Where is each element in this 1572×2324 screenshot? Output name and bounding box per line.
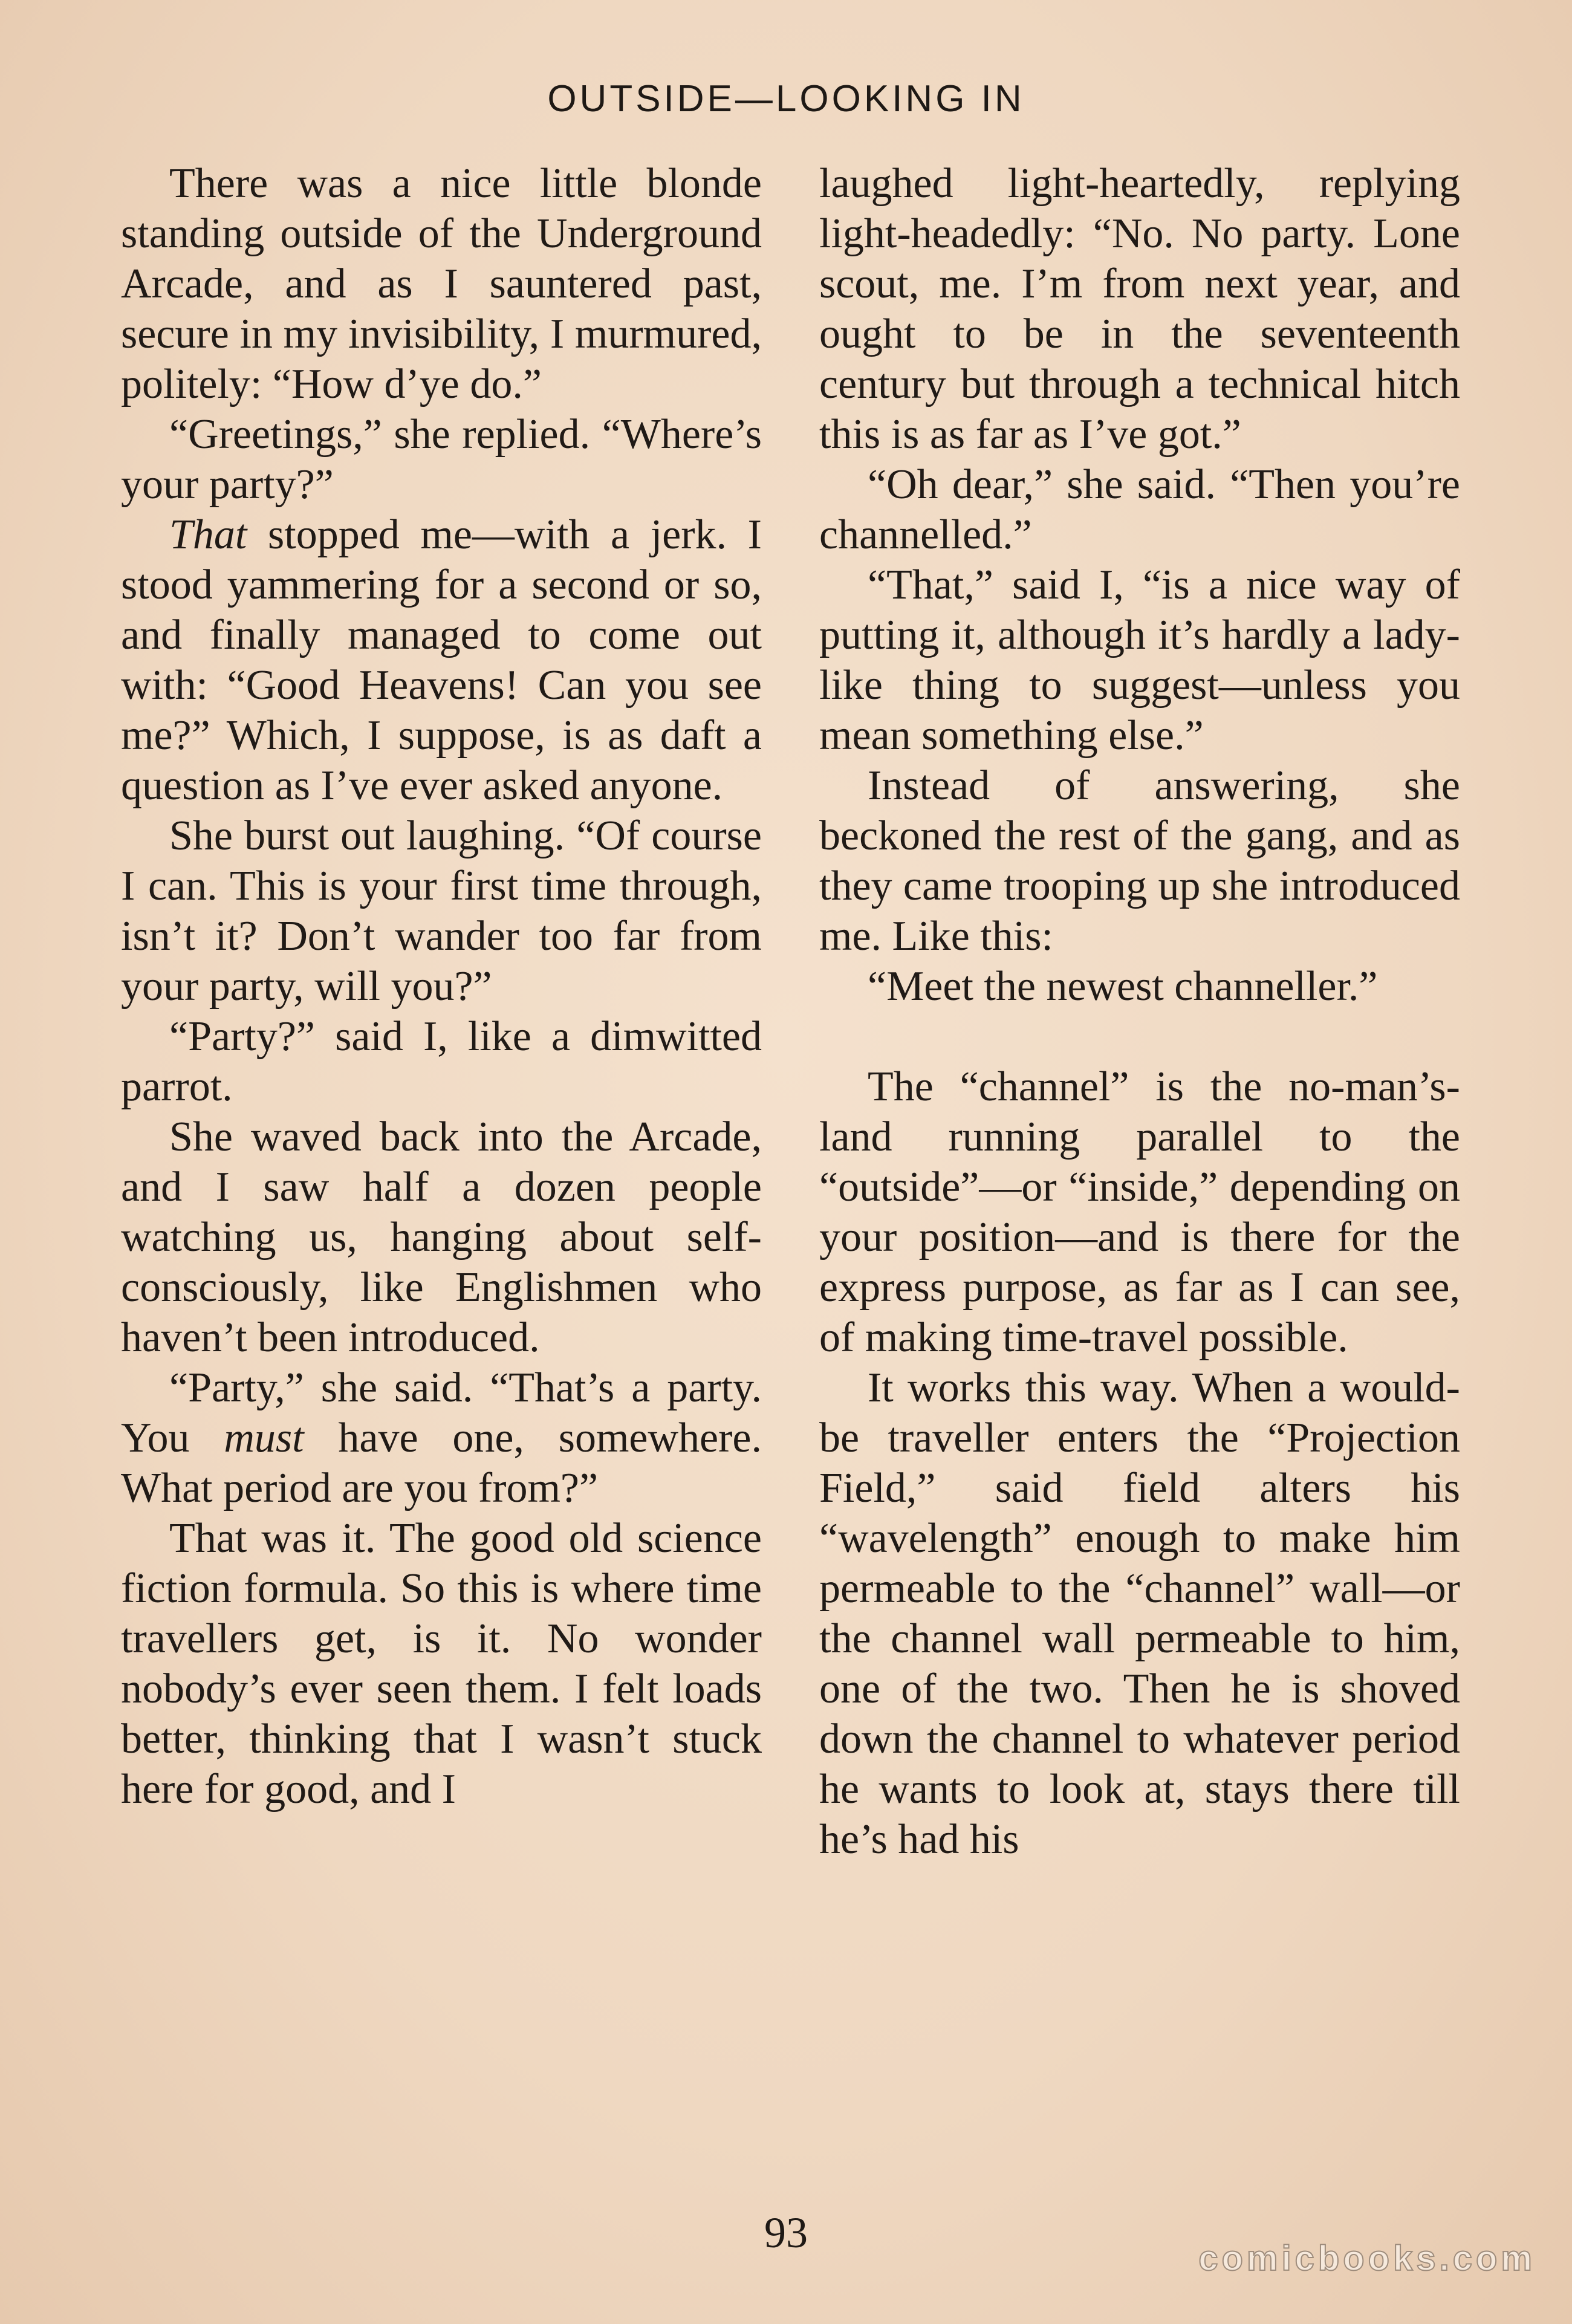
paragraph: Instead of answering, she beckoned the rest of the gang, and as they came trooping up she introduced me. Like this: [819,762,1460,959]
paragraph-continued: laughed light-heartedly, replying light-headedly: “No. No party. Lone scout, me. I’m from next year, and ought to be in the seventeenth century but through a technical hitch this is as far as I’ve got.” [819,160,1460,458]
right-column [819,158,1460,1865]
page-number: 93 [764,2209,808,2257]
paragraph: “That,” said I, “is a nice way of putting it, although it’s hardly a lady-like thing to suggest—unless you mean something else.” [819,562,1460,759]
paragraph [121,510,762,811]
paragraph: “Party?” said I, like a dimwitted parrot. [121,1013,762,1110]
paragraph-text: stopped me—with a jerk. I stood yammering for a second or so, and finally managed to come out with: “Good Heavens! Can you see me?” Which, I suppose, is as daft a question as I’ve ever asked anyone. [121,511,762,809]
paragraph: “Meet the newest channeller.” [868,963,1378,1010]
watermark: comicbooks.com [1198,2239,1536,2278]
running-header: OUTSIDE—LOOKING IN [547,78,1025,120]
paragraph: That was it. The good old science fiction formula. So this is where time travellers get, is it. No wonder nobody’s ever seen them. I felt loads better, thinking that I wasn’t stuck here for good, and I [121,1515,762,1813]
paragraph: “Oh dear,” she said. “Then you’re channelled.” [819,461,1460,558]
paragraph: She waved back into the Arcade, and I saw half a dozen people watching us, hanging about self-consciously, like Englishmen who haven’t been introduced. [121,1114,762,1361]
paragraph: She burst out laughing. “Of course I can. This is your first time through, isn’t it? Don’t wander too far from your party, will you?” [121,813,762,1010]
paragraph: The “channel” is the no-man’s-land running parallel to the “outside”—or “inside,” depending on your position—and is there for the express purpose, as far as I can see, of making time-travel possible. [819,1063,1460,1361]
paragraph [121,1363,762,1513]
paragraph: “Greetings,” she replied. “Where’s your party?” [121,411,762,508]
paragraph: It works this way. When a would-be traveller enters the “Projection Field,” said field alters his “wavelength” enough to make him permeable to the “channel” wall—or the channel wall permeable to him, one of the two. Then he is shoved down the channel to whatever period he wants to look at, stays there till he’s had his [819,1365,1460,1863]
paragraph: There was a nice little blonde standing outside of the Underground Arcade, and as I sauntered past, secure in my invisibility, I murmured, politely: “How d’ye do.” [121,160,762,407]
italic-text: must [224,1415,304,1461]
left-column [121,158,762,1814]
italic-text: That [169,511,247,558]
paragraph-text: have one, somewhere. What period are you from?” [121,1415,762,1511]
paragraph-text: “Party,” she said. “That’s a party. You [121,1365,762,1461]
